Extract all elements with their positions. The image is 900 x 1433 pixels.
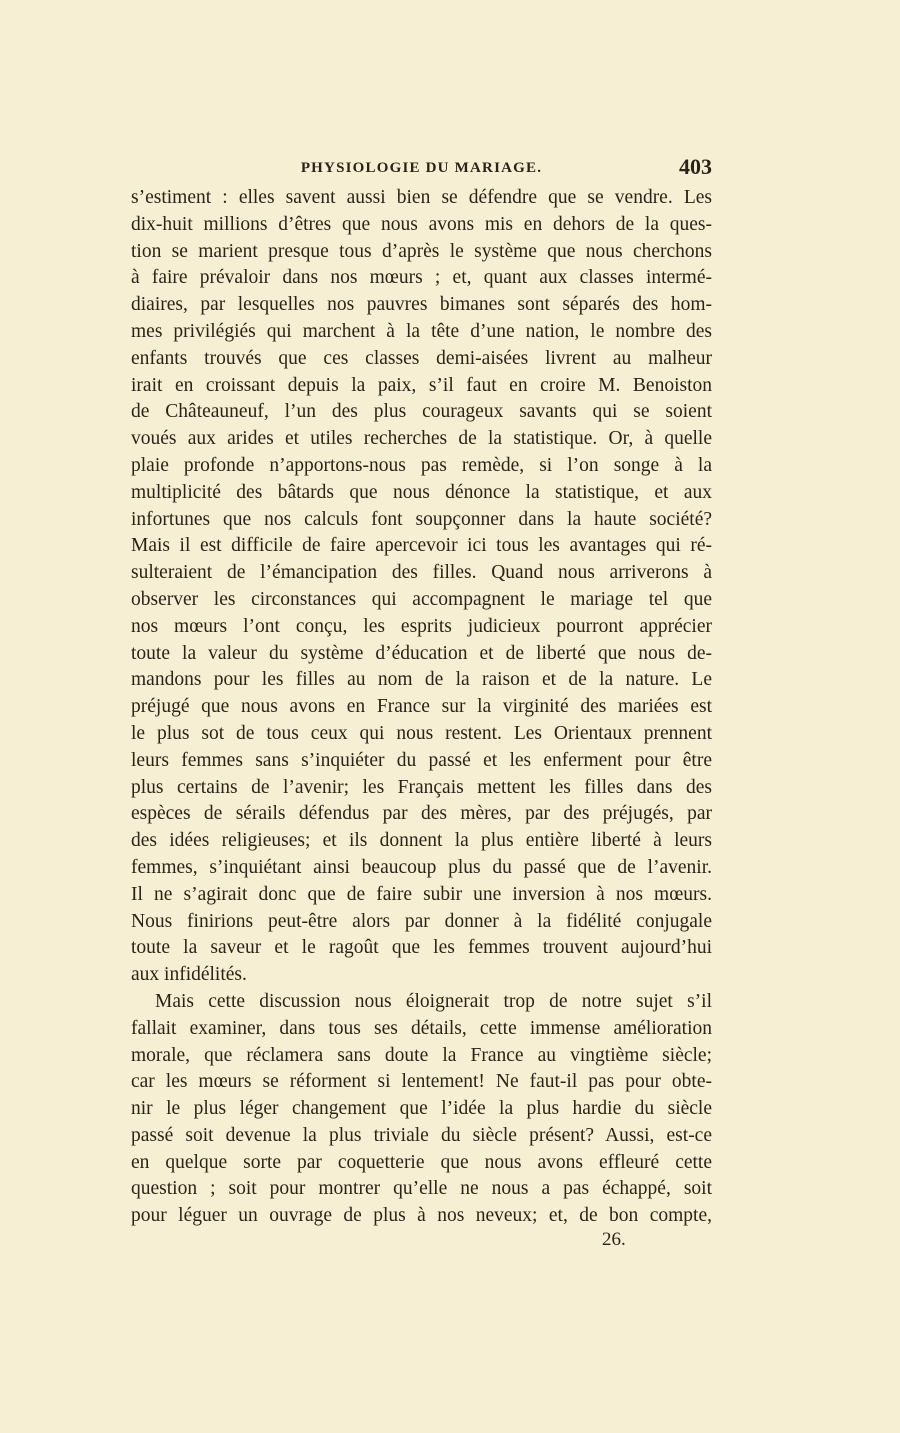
text-line: leurs femmes sans s’inquiéter du passé et les enferment pour être <box>131 749 712 771</box>
text-line: Mais il est difficile de faire apercevoir ici tous les avantages qui ré- <box>131 535 712 557</box>
text-line: à faire prévaloir dans nos mœurs ; et, quant aux classes intermé- <box>131 267 712 289</box>
paragraph <box>131 989 712 1230</box>
signature-mark: 26. <box>602 1229 626 1250</box>
text-line: sulteraient de l’émancipation des filles. Quand nous arriverons à <box>131 562 712 584</box>
text-line: enfants trouvés que ces classes demi-aisées livrent au malheur <box>131 347 712 369</box>
text-line: voués aux arides et utiles recherches de la statistique. Or, à quelle <box>131 428 712 450</box>
text-line: fallait examiner, dans tous ses détails, cette immense amélioration <box>131 1017 712 1039</box>
body-text <box>131 185 712 1230</box>
text-line: en quelque sorte par coquetterie que nous avons effleuré cette <box>131 1151 712 1173</box>
text-line: espèces de sérails défendus par des mères, par des préjugés, par <box>131 803 712 825</box>
running-title: PHYSIOLOGIE DU MARIAGE. <box>300 160 543 176</box>
text-line: question ; soit pour montrer qu’elle ne nous a pas échappé, soit <box>131 1178 712 1200</box>
text-line: Nous finirions peut-être alors par donner à la fidélité conjugale <box>131 910 712 932</box>
text-line: de Châteauneuf, l’un des plus courageux savants qui se soient <box>131 401 712 423</box>
text-line: tion se marient presque tous d’après le système que nous cherchons <box>131 240 712 262</box>
text-line: pour léguer un ouvrage de plus à nos neveux; et, de bon compte, <box>131 1205 712 1227</box>
text-line: plaie profonde n’apportons-nous pas remède, si l’on songe à la <box>131 454 712 476</box>
text-line: mes privilégiés qui marchent à la tête d’une nation, le nombre des <box>131 320 712 342</box>
text-line: s’estiment : elles savent aussi bien se défendre que se vendre. Les <box>131 187 712 208</box>
page-header <box>131 154 712 184</box>
text-line: aux infidélités. <box>131 964 247 986</box>
text-line: nos mœurs l’ont conçu, les esprits judicieux pourront apprécier <box>131 615 712 637</box>
text-line: infortunes que nos calculs font soupçonner dans la haute société? <box>131 508 712 530</box>
text-line: le plus sot de tous ceux qui nous restent. Les Orientaux prennent <box>131 722 712 744</box>
text-line: diaires, par lesquelles nos pauvres bimanes sont séparés des hom- <box>131 294 712 316</box>
text-line: Il ne s’agirait donc que de faire subir une inversion à nos mœurs. <box>131 883 712 905</box>
text-line: multiplicité des bâtards que nous dénonce la statistique, et aux <box>131 481 712 503</box>
text-line: irait en croissant depuis la paix, s’il faut en croire M. Benoiston <box>131 374 712 396</box>
text-line: Mais cette discussion nous éloignerait trop de notre sujet s’il <box>155 990 712 1012</box>
text-line: passé soit devenue la plus triviale du siècle présent? Aussi, est-ce <box>131 1124 712 1146</box>
text-line: toute la saveur et le ragoût que les femmes trouvent aujourd’hui <box>131 937 712 959</box>
text-line: morale, que réclamera sans doute la France au vingtième siècle; <box>131 1044 712 1066</box>
text-line: observer les circonstances qui accompagnent le mariage tel que <box>131 588 712 610</box>
text-line: des idées religieuses; et ils donnent la plus entière liberté à leurs <box>131 830 712 852</box>
text-line: mandons pour les filles au nom de la raison et de la nature. Le <box>131 669 712 691</box>
text-line: préjugé que nous avons en France sur la virginité des mariées est <box>131 696 712 718</box>
text-line: dix-huit millions d’êtres que nous avons mis en dehors de la ques- <box>131 213 712 235</box>
text-line: car les mœurs se réforment si lentement! Ne faut-il pas pour obte- <box>131 1071 712 1093</box>
text-line: femmes, s’inquiétant ainsi beaucoup plus du passé que de l’avenir. <box>131 856 712 878</box>
text-line: plus certains de l’avenir; les Français mettent les filles dans des <box>131 776 712 798</box>
text-line: nir le plus léger changement que l’idée la plus hardie du siècle <box>131 1098 712 1120</box>
text-line: toute la valeur du système d’éducation et de liberté que nous de- <box>131 642 712 664</box>
paragraph <box>131 185 712 989</box>
page-number: 403 <box>679 154 712 179</box>
